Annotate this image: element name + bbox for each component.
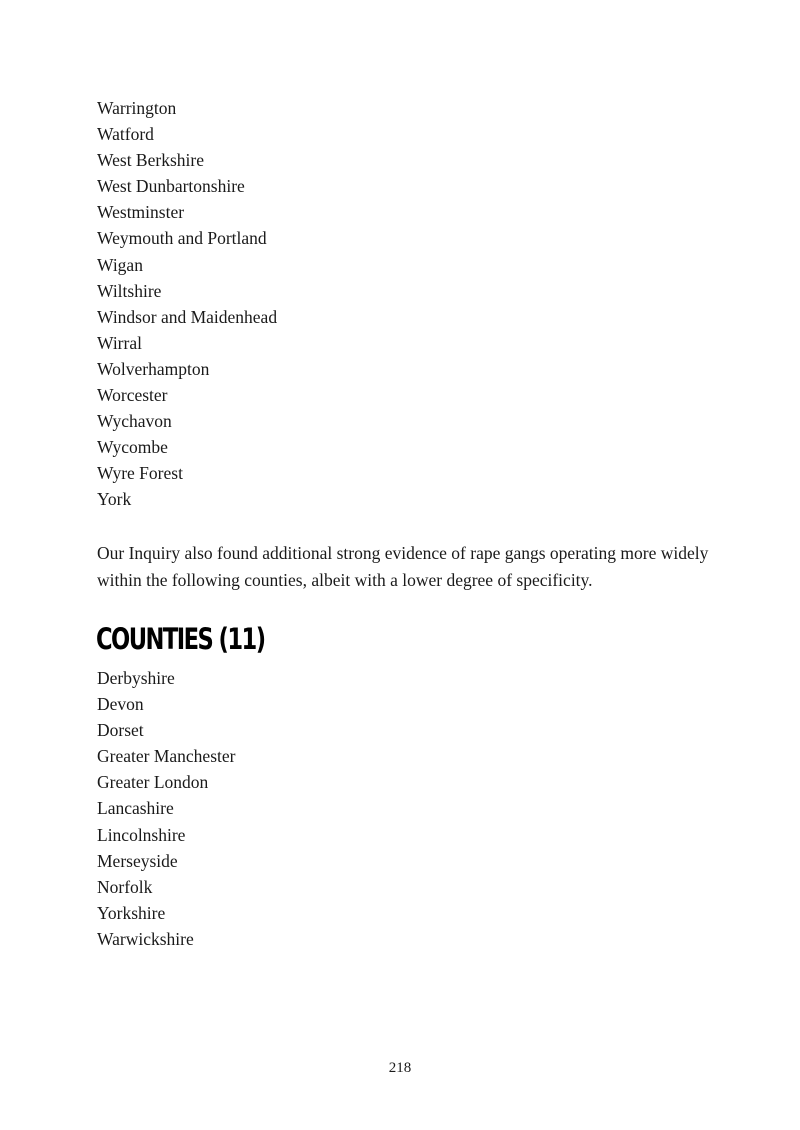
list-item: Yorkshire	[97, 902, 166, 923]
counties-heading: COUNTIES (11)	[96, 622, 265, 656]
list-item: West Berkshire	[97, 150, 204, 171]
list-item: Wychavon	[97, 411, 172, 432]
list-item: Greater Manchester	[97, 746, 236, 767]
page-number: 218	[388, 1060, 412, 1076]
list-item: Lancashire	[97, 798, 174, 819]
list-item: Devon	[97, 694, 144, 715]
list-item: Derbyshire	[97, 668, 175, 688]
list-item: Merseyside	[97, 850, 178, 871]
list-item: Worcester	[97, 385, 168, 406]
list-item: Wigan	[97, 254, 143, 275]
list-item: Lincolnshire	[97, 824, 186, 845]
list-item: Wirral	[97, 332, 142, 353]
list-item: Watford	[97, 124, 154, 145]
list-item: York	[97, 489, 132, 510]
list-item: Warrington	[97, 98, 177, 118]
list-item: Windsor and Maidenhead	[97, 306, 278, 327]
list-item: Wycombe	[97, 437, 168, 458]
list-item: Norfolk	[97, 876, 153, 897]
list-item: Westminster	[97, 202, 185, 223]
list-item: Weymouth and Portland	[97, 228, 267, 249]
list-item: West Dunbartonshire	[97, 176, 245, 197]
list-item: Dorset	[97, 720, 144, 741]
list-item: Wiltshire	[97, 280, 162, 301]
list-item: Wolverhampton	[97, 358, 210, 379]
county-list	[97, 665, 235, 952]
list-item: Warwickshire	[97, 928, 194, 949]
local-authority-list	[97, 95, 277, 513]
list-item: Greater London	[97, 772, 209, 793]
intro-paragraph: Our Inquiry also found additional strong evidence of rape gangs operating more widely within the following counties, albeit with a lower degree of specificity.	[97, 543, 709, 590]
list-item: Wyre Forest	[97, 463, 183, 484]
